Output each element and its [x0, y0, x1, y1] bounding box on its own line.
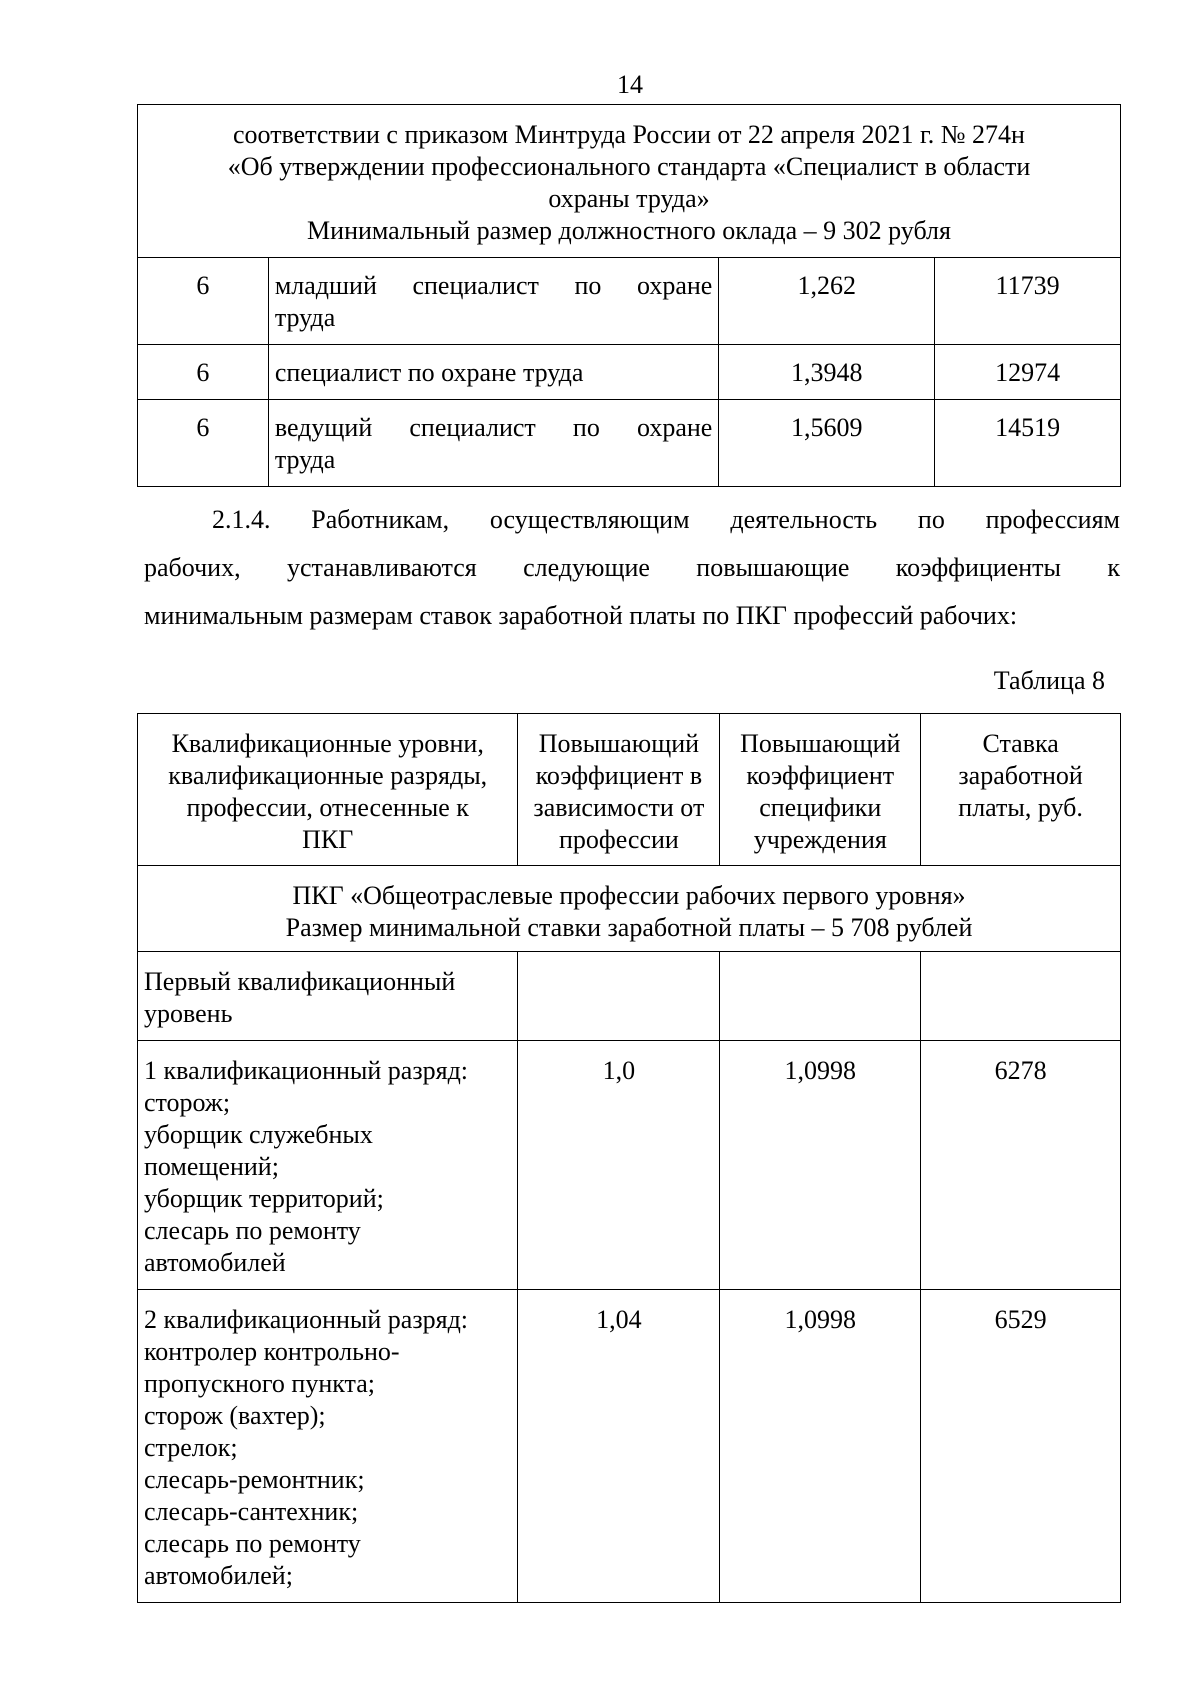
top-header-line: «Об утверждении профессионального стандарта «Специалист в области — [227, 152, 1031, 181]
table-header-row — [138, 714, 1121, 866]
position-line: труда — [274, 303, 336, 332]
cell-line: Первый квалификационный — [144, 967, 456, 996]
header-line: коэффициент — [746, 761, 895, 790]
header-line: ПКГ — [302, 825, 354, 854]
cell-line: слесарь-ремонтник; — [144, 1465, 365, 1494]
paragraph-line: минимальным размерам ставок заработной платы по ПКГ профессий рабочих: — [144, 601, 1018, 630]
cell-line: уборщик территорий; — [144, 1184, 384, 1213]
cell-line: автомобилей — [144, 1248, 286, 1277]
cell-line: пропускного пункта; — [144, 1369, 375, 1398]
level-cell: 6 — [138, 258, 269, 345]
cell-line: слесарь по ремонту — [144, 1216, 361, 1245]
group-line: Размер минимальной ставки заработной платы – 5 708 рублей — [285, 913, 973, 942]
group-title — [138, 866, 1121, 952]
position-cell — [268, 258, 719, 345]
group-row — [138, 866, 1121, 952]
table-row — [138, 258, 1121, 345]
table-row — [138, 400, 1121, 487]
header-line: заработной — [958, 761, 1083, 790]
qualification-grade-cell — [138, 1041, 518, 1290]
institution-coefficient-cell: 1,0998 — [720, 1041, 921, 1290]
cell-line: сторож; — [144, 1088, 231, 1117]
qualification-level-cell — [138, 952, 518, 1041]
header-salary — [921, 714, 1121, 866]
header-line: специфики — [759, 793, 882, 822]
profession-coefficient-cell: 1,0 — [518, 1041, 720, 1290]
top-header-line: Минимальный размер должностного оклада – 9 302 рубля — [307, 216, 951, 245]
header-levels — [138, 714, 518, 866]
coefficient-cell: 1,5609 — [719, 400, 935, 487]
cell-line: контролер контрольно- — [144, 1337, 400, 1366]
cell-line: 2 квалификационный разряд: — [144, 1305, 469, 1334]
position-line: младший специалист по охране — [274, 271, 713, 300]
page-number: 14 — [617, 70, 643, 99]
top-header-line: соответствии с приказом Минтруда России от 22 апреля 2021 г. № 274н — [233, 120, 1025, 149]
cell-line: уровень — [144, 999, 233, 1028]
level-cell: 6 — [138, 400, 269, 487]
cell-line: уборщик служебных — [144, 1120, 373, 1149]
header-line: Повышающий — [740, 729, 901, 758]
salary-cell: 14519 — [935, 400, 1121, 487]
table-row — [138, 1041, 1121, 1290]
institution-coefficient-cell: 1,0998 — [720, 1290, 921, 1603]
cell-line: 1 квалификационный разряд: — [144, 1056, 469, 1085]
top-header-line: охраны труда» — [548, 184, 710, 213]
paragraph-line: рабочих, устанавливаются следующие повышающие коэффициенты к — [144, 553, 1120, 582]
header-line: учреждения — [753, 825, 887, 854]
table-row — [138, 345, 1121, 400]
header-line: Квалификационные уровни, — [171, 729, 484, 758]
top-table-header — [138, 105, 1121, 258]
salary-cell: 6278 — [921, 1041, 1121, 1290]
qualification-grade-cell — [138, 1290, 518, 1603]
header-line: зависимости от — [533, 793, 705, 822]
cell-line: автомобилей; — [144, 1561, 293, 1590]
paragraph-2-1-4 — [144, 496, 1120, 640]
empty-cell — [921, 952, 1121, 1041]
group-line: ПКГ «Общеотраслевые профессии рабочих первого уровня» — [292, 881, 966, 910]
header-line: профессии — [558, 825, 679, 854]
worker-professions-table — [137, 713, 1121, 1603]
empty-cell — [720, 952, 921, 1041]
header-line: Ставка — [982, 729, 1059, 758]
coefficient-cell: 1,3948 — [719, 345, 935, 400]
table-row — [138, 952, 1121, 1041]
header-institution-coefficient — [720, 714, 921, 866]
salary-cell: 6529 — [921, 1290, 1121, 1603]
position-cell: специалист по охране труда — [268, 345, 719, 400]
profession-coefficient-cell: 1,04 — [518, 1290, 720, 1603]
position-line: ведущий специалист по охране — [274, 413, 713, 442]
level-cell: 6 — [138, 345, 269, 400]
position-cell — [268, 400, 719, 487]
salary-cell: 12974 — [935, 345, 1121, 400]
coefficient-cell: 1,262 — [719, 258, 935, 345]
cell-line: стрелок; — [144, 1433, 238, 1462]
header-line: коэффициент в — [535, 761, 703, 790]
salary-cell: 11739 — [935, 258, 1121, 345]
header-line: платы, руб. — [958, 793, 1083, 822]
table-caption: Таблица 8 — [993, 666, 1105, 695]
paragraph-line: 2.1.4. Работникам, осуществляющим деятельность по профессиям — [212, 505, 1120, 534]
position-line: труда — [274, 445, 336, 474]
table-row — [138, 1290, 1121, 1603]
header-line: квалификационные разряды, — [168, 761, 488, 790]
header-profession-coefficient — [518, 714, 720, 866]
empty-cell — [518, 952, 720, 1041]
cell-line: помещений; — [144, 1152, 279, 1181]
cell-line: слесарь-сантехник; — [144, 1497, 359, 1526]
header-line: профессии, отнесенные к — [186, 793, 469, 822]
cell-line: сторож (вахтер); — [144, 1401, 326, 1430]
header-line: Повышающий — [538, 729, 700, 758]
top-salary-table — [137, 104, 1121, 487]
cell-line: слесарь по ремонту — [144, 1529, 361, 1558]
